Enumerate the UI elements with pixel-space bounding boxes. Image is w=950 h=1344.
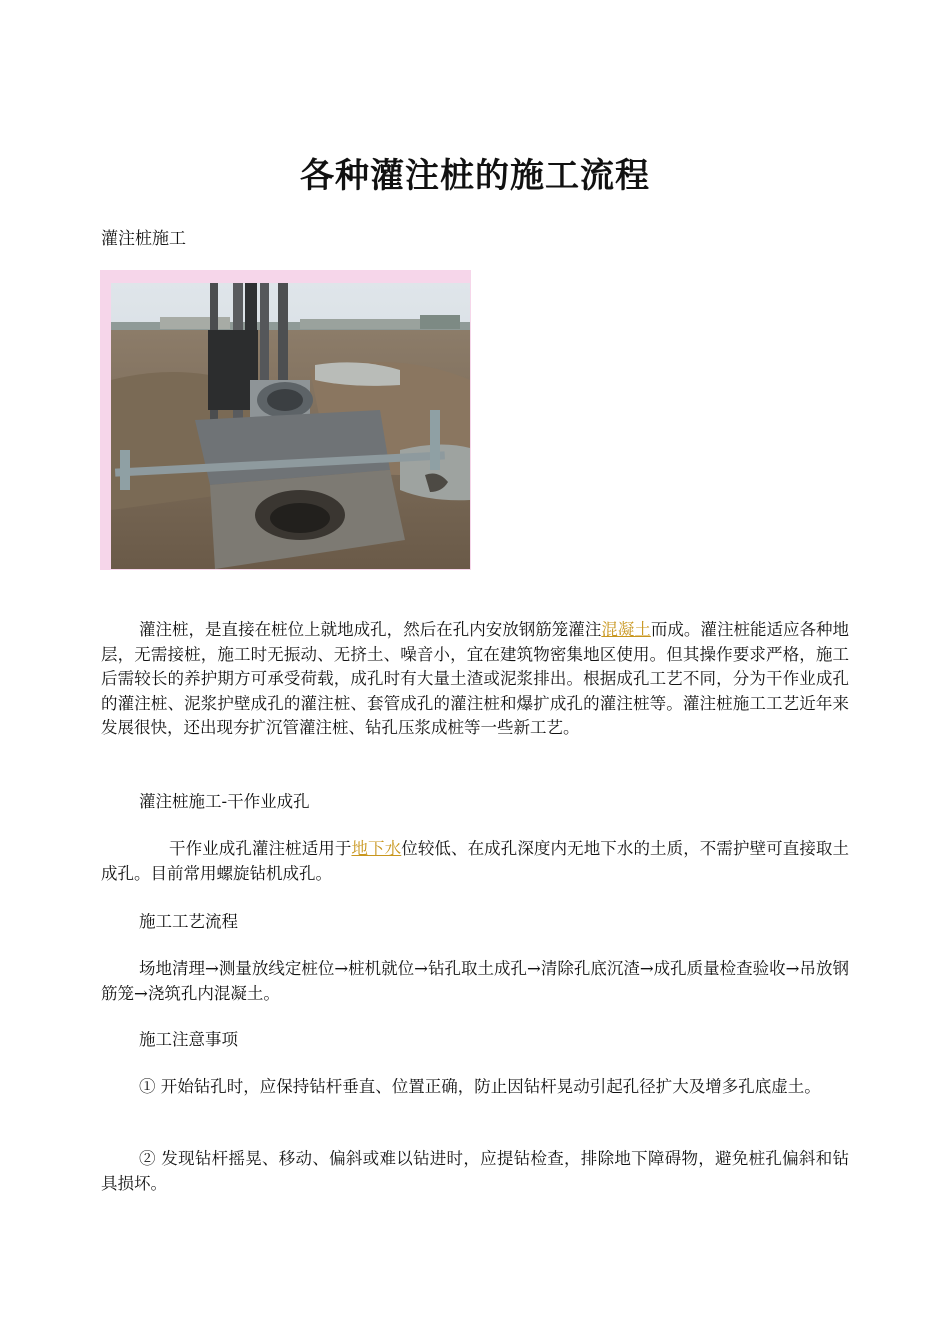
note-item: ① 开始钻孔时，应保持钻杆垂直、位置正确，防止因钻杆晃动引起孔径扩大及增多孔底虚土。 xyxy=(139,1077,821,1096)
intro-paragraph: 灌注桩，是直接在桩位上就地成孔，然后在孔内安放钢筋笼灌注混凝土而成。灌注桩能适应各种地层，无需接桩，施工时无振动、无挤土、噪音小，宜在建筑物密集地区使用。但其操作要求严格，施工后需较长的养护期方可承受荷载，成孔时有大量土渣或泥浆排出。根据成孔工艺不同，分为干作业成孔的灌注桩、泥浆护壁成孔的灌注桩、套管成孔的灌注桩和爆扩成孔的灌注桩等。灌注桩施工工艺近年来发展很快，还出现夯扩沉管灌注桩、钻孔压浆成桩等一些新工艺。 xyxy=(101,620,850,737)
process-heading: 施工工艺流程 xyxy=(139,912,238,931)
drilling-rig-photo xyxy=(100,270,471,570)
dry-drilling-description: 干作业成孔灌注桩适用于地下水位较低、在成孔深度内无地下水的土质，不需护壁可直接取土成孔。目前常用螺旋钻机成孔。 xyxy=(101,839,850,883)
subtitle: 灌注桩施工 xyxy=(101,229,186,249)
note-item: ② 发现钻杆摇晃、移动、偏斜或难以钻进时，应提钻检查，排除地下障碍物，避免桩孔偏斜和钻具损坏。 xyxy=(101,1149,849,1193)
process-flow: 场地清理→测量放线定桩位→桩机就位→钻孔取土成孔→清除孔底沉渣→成孔质量检查验收→吊放钢筋笼→浇筑孔内混凝土。 xyxy=(101,959,849,1003)
link-concrete[interactable]: 混凝土 xyxy=(601,620,651,639)
section-heading-dry-drilling: 灌注桩施工-干作业成孔 xyxy=(139,792,310,811)
page-title: 各种灌注桩的施工流程 xyxy=(300,156,650,196)
link-groundwater[interactable]: 地下水 xyxy=(351,839,402,858)
notes-heading: 施工注意事项 xyxy=(139,1030,238,1049)
